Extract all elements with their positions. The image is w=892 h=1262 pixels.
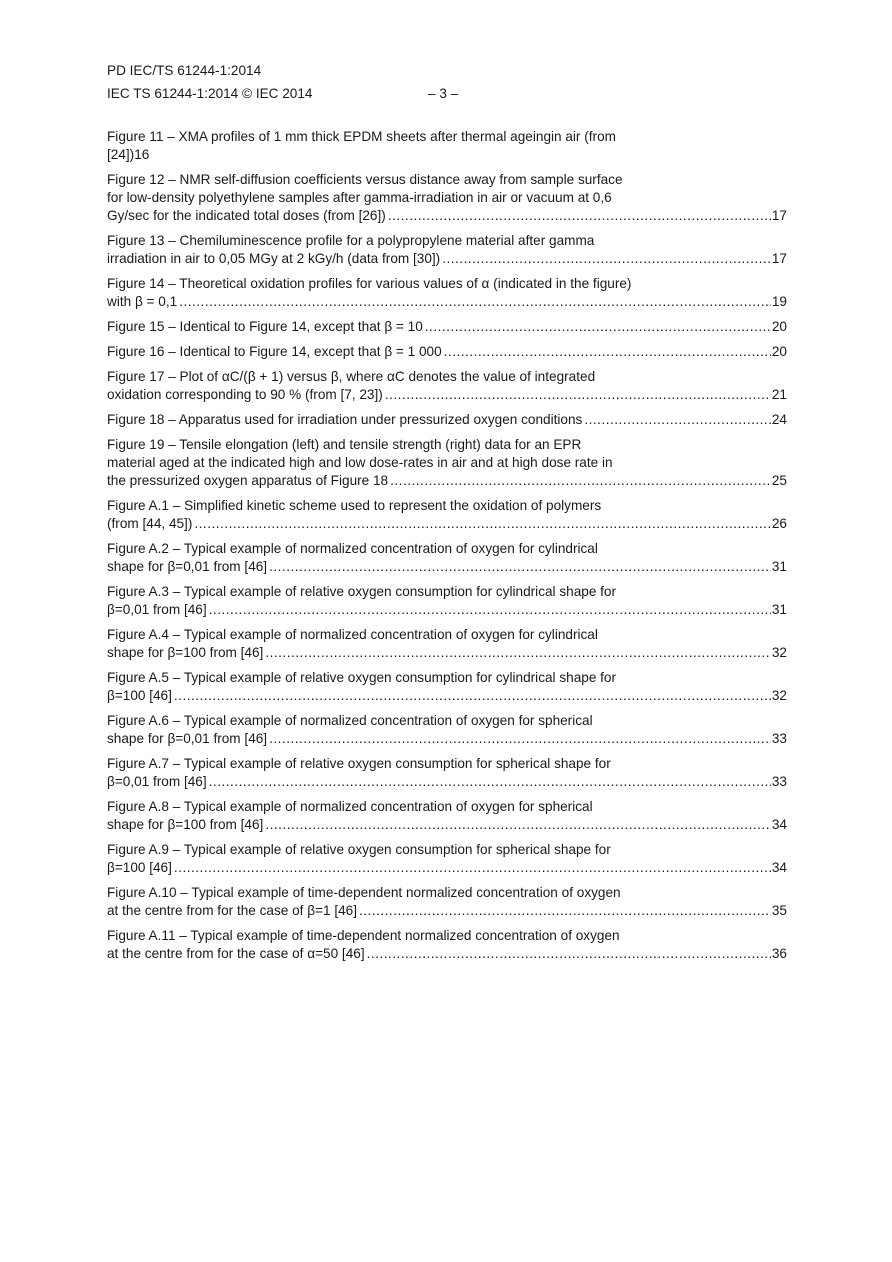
- toc-entry-text-line: [24]): [107, 147, 135, 162]
- toc-entry[interactable]: [107, 583, 787, 619]
- toc-entry-text-line: Figure A.2 – Typical example of normalized concentration of oxygen for cylindrical: [107, 541, 598, 556]
- toc-entry-last-line: [107, 644, 787, 662]
- toc-entry-last-line: [107, 318, 787, 336]
- toc-entry-text-line: Figure A.4 – Typical example of normalized concentration of oxygen for cylindrical: [107, 627, 598, 642]
- header-copyright: IEC TS 61244-1:2014 © IEC 2014: [107, 86, 313, 101]
- toc-entry-text-line: Figure A.3 – Typical example of relative oxygen consumption for cylindrical shape for: [107, 584, 617, 599]
- toc-entry-text-line: Figure A.10 – Typical example of time-dependent normalized concentration of oxygen: [107, 885, 621, 900]
- toc-entry-text-line: Figure A.5 – Typical example of relative oxygen consumption for cylindrical shape for: [107, 670, 617, 685]
- toc-entry-last-line: [107, 250, 787, 268]
- toc-entry-text-line: β=0,01 from [46]: [107, 774, 207, 789]
- dot-leader: [385, 386, 771, 404]
- toc-entry-text-line: for low-density polyethylene samples after gamma-irradiation in air or vacuum at 0,6: [107, 190, 612, 205]
- toc-page-number: 20: [771, 319, 787, 334]
- toc-entry-last-line: [107, 601, 787, 619]
- toc-entry-text-line: (from [44, 45]): [107, 516, 193, 531]
- dot-leader: [209, 601, 771, 619]
- toc-entry[interactable]: [107, 712, 787, 748]
- toc-entry-text-line: with β = 0,1: [107, 294, 178, 309]
- toc-entry-text-line: material aged at the indicated high and low dose-rates in air and at high dose rate in: [107, 455, 613, 470]
- toc-entry-text-line: β=100 [46]: [107, 860, 172, 875]
- toc-page-number: 34: [771, 817, 787, 832]
- toc-entry-text-line: Figure A.6 – Typical example of normalized concentration of oxygen for spherical: [107, 713, 593, 728]
- toc-entry-last-line: [107, 515, 787, 533]
- toc-entry-text-line: Figure 18 – Apparatus used for irradiation under pressurized oxygen conditions: [107, 412, 583, 427]
- toc-entry-text-line: Figure 12 – NMR self-diffusion coefficients versus distance away from sample surface: [107, 172, 623, 187]
- dot-leader: [269, 558, 771, 576]
- toc-entry-last-line: [107, 773, 787, 791]
- toc-entry-last-line: [107, 558, 787, 576]
- toc-page-number: 26: [771, 516, 787, 531]
- toc-entry-last-line: [107, 472, 787, 490]
- toc-page-number: 19: [771, 294, 787, 309]
- toc-page-number: 25: [771, 473, 787, 488]
- toc-page-number: 17: [771, 208, 787, 223]
- dot-leader: [265, 816, 771, 834]
- dot-leader: [425, 318, 771, 336]
- toc-entry-text-line: Figure 11 – XMA profiles of 1 mm thick EPDM sheets after thermal ageingin air (from: [107, 129, 616, 144]
- toc-entry[interactable]: [107, 128, 787, 164]
- toc-entry[interactable]: [107, 626, 787, 662]
- dot-leader: [388, 207, 771, 225]
- toc-entry-text-line: oxidation corresponding to 90 % (from [7, 23]): [107, 387, 383, 402]
- toc-entry-text-line: Figure 15 – Identical to Figure 14, except that β = 10: [107, 319, 423, 334]
- toc-entry-text-line: Figure A.9 – Typical example of relative oxygen consumption for spherical shape for: [107, 842, 611, 857]
- toc-entry[interactable]: [107, 884, 787, 920]
- toc-entry-text-line: Figure A.8 – Typical example of normalized concentration of oxygen for spherical: [107, 799, 593, 814]
- dot-leader: [442, 250, 771, 268]
- toc-entry-last-line: [107, 687, 787, 705]
- dot-leader: [269, 730, 771, 748]
- toc-page-number: 36: [771, 946, 787, 961]
- toc-entry-last-line: [107, 386, 787, 404]
- dot-leader: [444, 343, 771, 361]
- toc-entry-text-line: Figure 14 – Theoretical oxidation profiles for various values of α (indicated in the figure): [107, 276, 632, 291]
- toc-entry-text-line: Figure 17 – Plot of αC/(β + 1) versus β, where αC denotes the value of integrated: [107, 369, 596, 384]
- toc-page-number: 33: [771, 774, 787, 789]
- toc-entry-text-line: β=100 [46]: [107, 688, 172, 703]
- toc-page-number: 31: [771, 602, 787, 617]
- dot-leader: [209, 773, 771, 791]
- toc-page-number: 34: [771, 860, 787, 875]
- dot-leader: [174, 687, 771, 705]
- toc-entry-text-line: shape for β=100 from [46]: [107, 817, 264, 832]
- toc-entry-text-line: Figure 16 – Identical to Figure 14, except that β = 1 000: [107, 344, 442, 359]
- toc-page-number: 20: [771, 344, 787, 359]
- toc-page-number: 31: [771, 559, 787, 574]
- toc-page-number: 24: [771, 412, 787, 427]
- dot-leader: [359, 902, 771, 920]
- toc-entry-last-line: [107, 816, 787, 834]
- toc-entry-last-line: [107, 902, 787, 920]
- toc-entry[interactable]: [107, 927, 787, 963]
- dot-leader: [390, 472, 771, 490]
- list-of-figures: [107, 128, 787, 963]
- toc-entry[interactable]: [107, 755, 787, 791]
- toc-entry[interactable]: [107, 368, 787, 404]
- toc-entry-text-line: at the centre from for the case of β=1 [46]: [107, 903, 357, 918]
- header-copyright-line: [107, 85, 787, 103]
- toc-entry-last-line: [107, 859, 787, 877]
- toc-entry-text-line: β=0,01 from [46]: [107, 602, 207, 617]
- toc-page-number: 17: [771, 251, 787, 266]
- toc-page-number: 16: [134, 147, 150, 162]
- toc-entry[interactable]: [107, 343, 787, 361]
- toc-entry[interactable]: [107, 540, 787, 576]
- toc-entry[interactable]: [107, 436, 787, 490]
- toc-entry[interactable]: [107, 232, 787, 268]
- toc-entry-text-line: the pressurized oxygen apparatus of Figure 18: [107, 473, 389, 488]
- toc-page-number: 21: [771, 387, 787, 402]
- toc-entry-text-line: Figure A.11 – Typical example of time-dependent normalized concentration of oxygen: [107, 928, 620, 943]
- toc-entry-last-line: [107, 207, 787, 225]
- toc-entry[interactable]: [107, 171, 787, 225]
- toc-entry-text-line: Figure 13 – Chemiluminescence profile for a polypropylene material after gamma: [107, 233, 595, 248]
- toc-page-number: 35: [771, 903, 787, 918]
- header-standard-id: PD IEC/TS 61244-1:2014: [107, 63, 262, 78]
- toc-entry-text-line: Figure A.1 – Simplified kinetic scheme used to represent the oxidation of polymers: [107, 498, 602, 513]
- toc-entry[interactable]: [107, 841, 787, 877]
- toc-entry-last-line: [107, 411, 787, 429]
- toc-entry-last-line: [107, 343, 787, 361]
- dot-leader: [179, 293, 771, 311]
- dot-leader: [367, 945, 771, 963]
- toc-entry[interactable]: [107, 411, 787, 429]
- toc-entry[interactable]: [107, 497, 787, 533]
- page-number: – 3 –: [428, 86, 459, 101]
- toc-entry-text-line: Figure 19 – Tensile elongation (left) and tensile strength (right) data for an EPR: [107, 437, 582, 452]
- toc-page-number: 33: [771, 731, 787, 746]
- dot-leader: [194, 515, 771, 533]
- toc-entry-last-line: [107, 293, 787, 311]
- dot-leader: [584, 411, 771, 429]
- toc-page-number: 32: [771, 645, 787, 660]
- toc-entry-text-line: Gy/sec for the indicated total doses (from [26]): [107, 208, 386, 223]
- toc-entry-text-line: shape for β=100 from [46]: [107, 645, 264, 660]
- toc-entry[interactable]: [107, 669, 787, 705]
- toc-entry[interactable]: [107, 798, 787, 834]
- toc-entry-text-line: shape for β=0,01 from [46]: [107, 559, 268, 574]
- toc-entry-last-line: [107, 146, 787, 164]
- dot-leader: [265, 644, 771, 662]
- toc-entry[interactable]: [107, 318, 787, 336]
- toc-entry-text-line: Figure A.7 – Typical example of relative oxygen consumption for spherical shape for: [107, 756, 611, 771]
- document-page: [107, 62, 787, 970]
- toc-entry-last-line: [107, 945, 787, 963]
- toc-page-number: 32: [771, 688, 787, 703]
- dot-leader: [174, 859, 771, 877]
- toc-entry-last-line: [107, 730, 787, 748]
- toc-entry-text-line: shape for β=0,01 from [46]: [107, 731, 268, 746]
- toc-entry-text-line: irradiation in air to 0,05 MGy at 2 kGy/h (data from [30]): [107, 251, 441, 266]
- toc-entry[interactable]: [107, 275, 787, 311]
- toc-entry-text-line: at the centre from for the case of α=50 [46]: [107, 946, 365, 961]
